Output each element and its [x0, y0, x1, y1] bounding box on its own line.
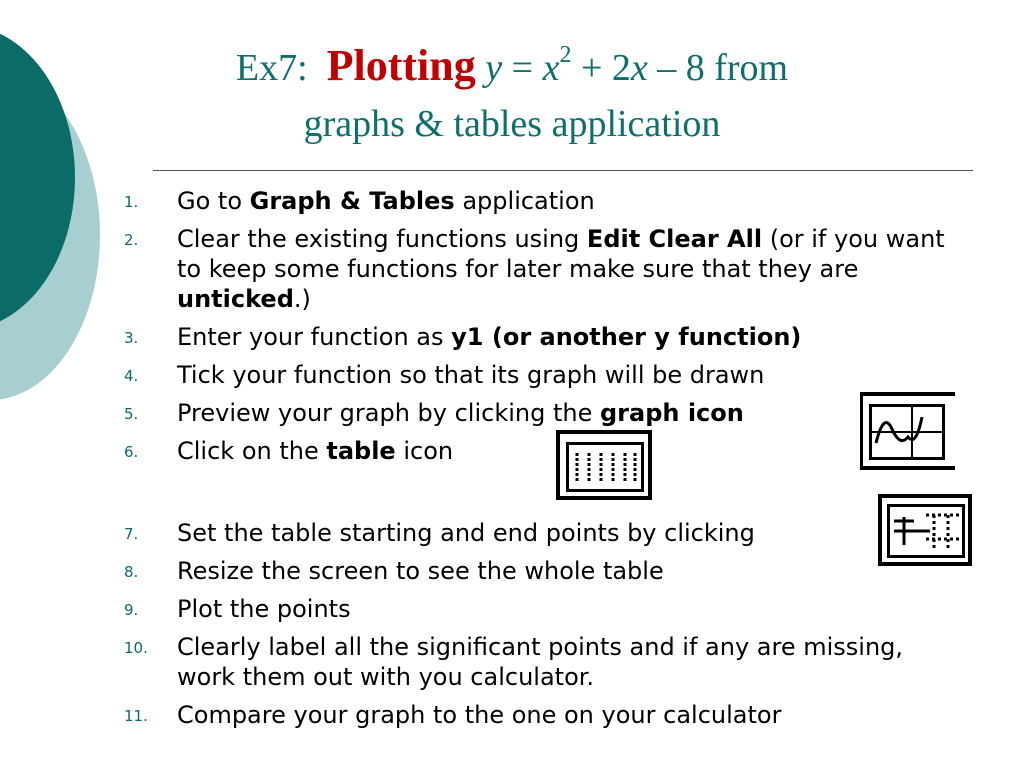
step-text: (or if you want to keep some functions for later make sure that they are: [177, 225, 945, 283]
step-1: [124, 186, 964, 216]
step-text: Preview your graph by clicking the: [177, 399, 600, 427]
step-6: [124, 436, 964, 466]
step-number: 4.: [124, 367, 139, 385]
table-settings-icon[interactable]: [878, 494, 972, 566]
eq-x2: x: [630, 47, 648, 89]
step-text: Clear the existing functions using: [177, 225, 587, 253]
step-bold: Graph & Tables: [249, 187, 455, 215]
step-number: 2.: [124, 231, 139, 249]
step-text: application: [454, 187, 595, 215]
eq-x: x: [542, 47, 560, 89]
step-text: Clearly label all the significant points and if any are missing, work them out with you calculator.: [177, 633, 904, 691]
step-8: [124, 556, 964, 586]
steps-list: [124, 186, 964, 738]
step-text: Plot the points: [177, 595, 351, 623]
step-number: 6.: [124, 443, 139, 461]
step-text: Set the table starting and end points by clicking: [177, 519, 755, 547]
step-number: 10.: [124, 639, 148, 657]
eq-plus: + 2: [571, 47, 631, 89]
graph-curve-icon: [872, 407, 942, 457]
table-grid-icon: [569, 445, 641, 489]
step-text: Resize the screen to see the whole table: [177, 557, 664, 585]
table-range-icon: [890, 507, 962, 555]
graph-icon-frame: [869, 404, 945, 460]
title-line-2: graphs & tables application: [303, 103, 721, 145]
eq-equals: =: [502, 47, 543, 89]
step-text: Click on the: [177, 437, 327, 465]
title-prefix: Ex7:: [235, 47, 308, 89]
step-text: Compare your graph to the one on your calculator: [177, 701, 782, 729]
step-text: Tick your function so that its graph will be drawn: [177, 361, 765, 389]
step-5: [124, 398, 964, 428]
step-number: 8.: [124, 563, 139, 581]
eq-exponent: 2: [559, 42, 572, 68]
eq-tail: – 8 from: [647, 47, 789, 89]
slide-title: [0, 38, 1024, 152]
step-text: Go to: [177, 187, 250, 215]
table-icon[interactable]: [556, 430, 652, 500]
list-spacer: [124, 474, 964, 510]
step-bold: Edit Clear All: [586, 225, 763, 253]
step-10: [124, 632, 964, 692]
step-text: icon: [395, 437, 454, 465]
step-bold: graph icon: [599, 399, 744, 427]
step-bold: y1 (or another y function): [451, 323, 802, 351]
step-bold: unticked: [177, 285, 294, 313]
step-number: 1.: [124, 193, 139, 211]
title-line-1: [0, 38, 1024, 96]
title-plotting: Plotting: [326, 41, 476, 90]
table-icon-frame: [566, 442, 644, 492]
graph-icon[interactable]: [860, 392, 955, 470]
step-number: 3.: [124, 329, 139, 347]
step-number: 5.: [124, 405, 139, 423]
step-number: 11.: [124, 707, 148, 725]
step-9: [124, 594, 964, 624]
step-number: 7.: [124, 525, 139, 543]
step-11: [124, 700, 964, 730]
step-text: .): [293, 285, 311, 313]
title-divider: [153, 170, 973, 171]
step-2: [124, 224, 964, 314]
step-number: 9.: [124, 601, 139, 619]
step-3: [124, 322, 964, 352]
step-text: Enter your function as: [177, 323, 452, 351]
step-4: [124, 360, 964, 390]
step-7: [124, 518, 964, 548]
step-bold: table: [326, 437, 396, 465]
settings-icon-frame: [887, 504, 965, 558]
eq-y: y: [485, 47, 503, 89]
